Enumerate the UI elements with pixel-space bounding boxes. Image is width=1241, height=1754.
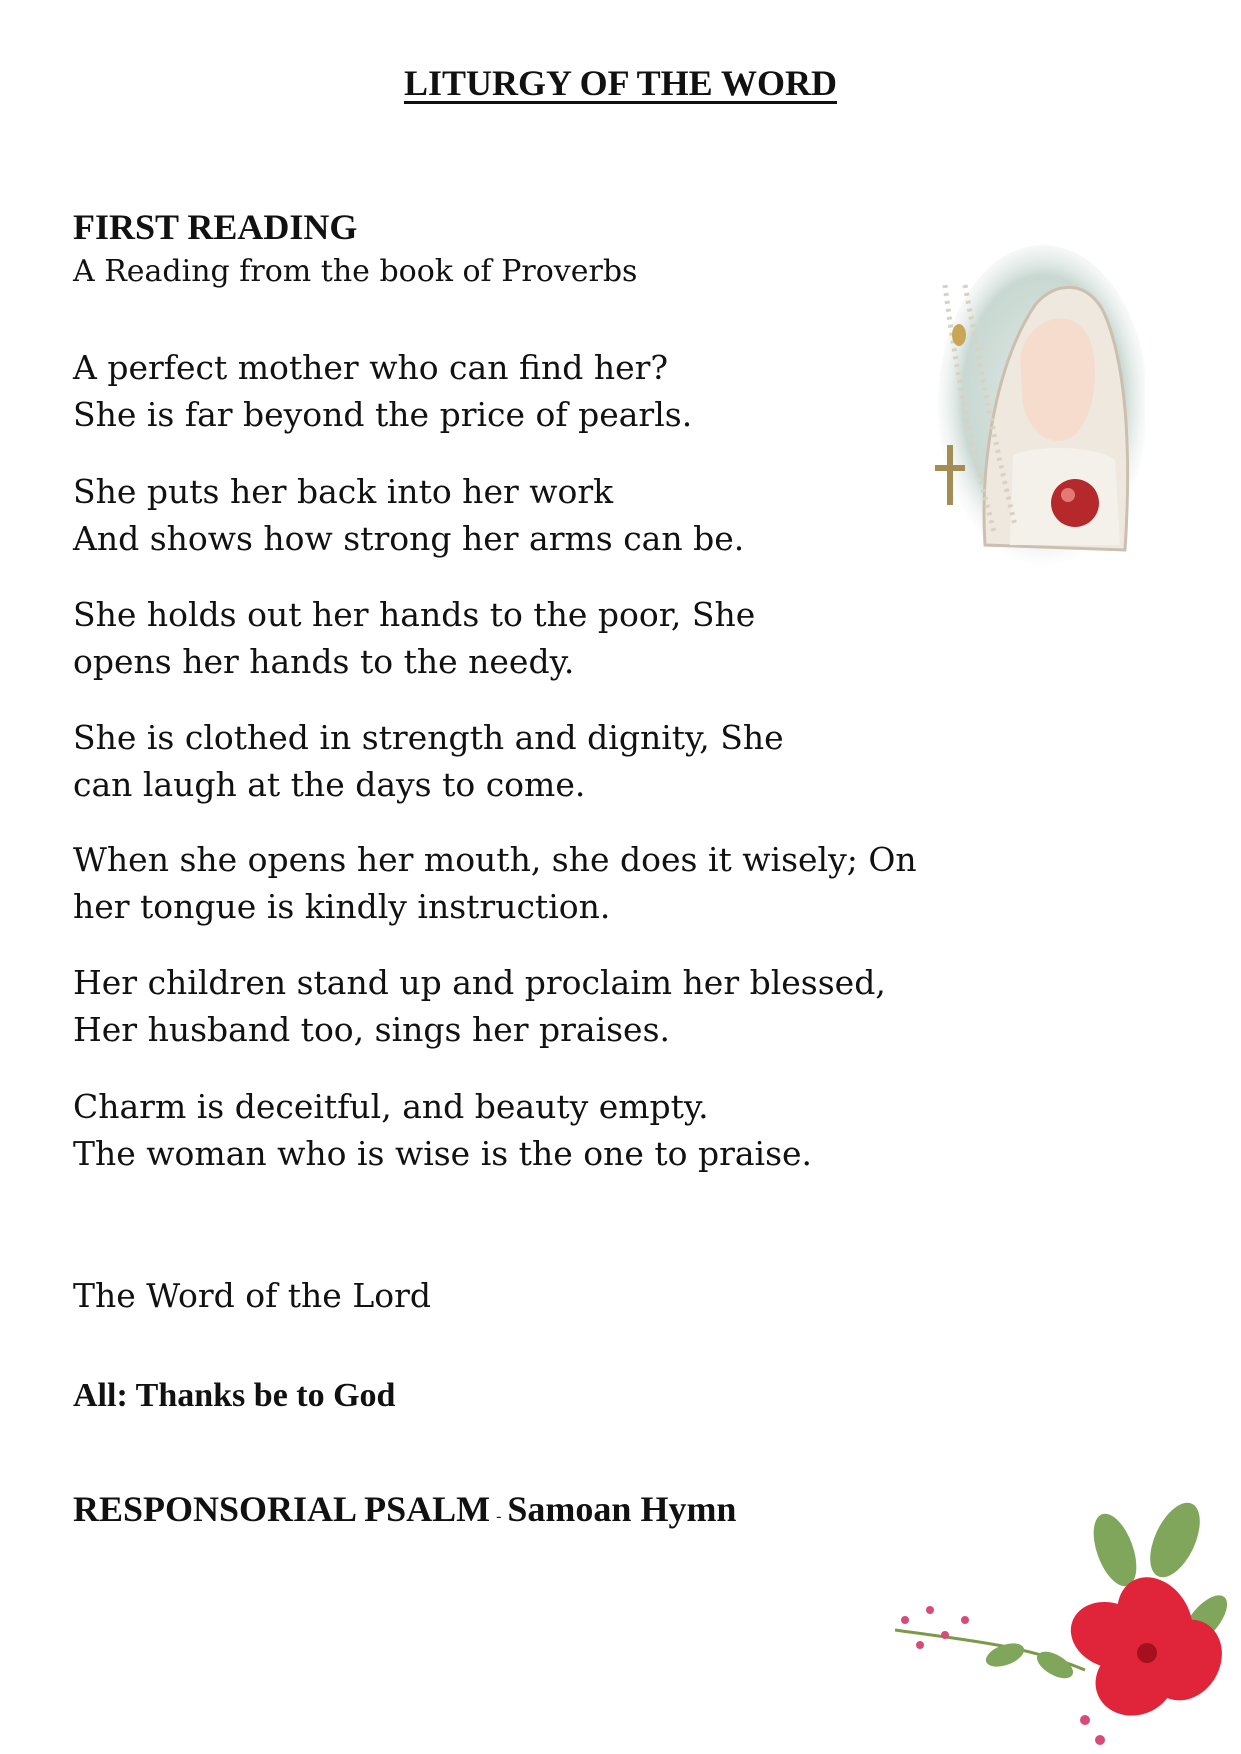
stanza-line: She is far beyond the price of pearls. xyxy=(73,395,693,434)
word-of-the-lord: The Word of the Lord xyxy=(73,1276,432,1315)
reading-source: A Reading from the book of Proverbs xyxy=(73,254,638,289)
heart-shape xyxy=(1051,479,1099,527)
stanza-line: When she opens her mouth, she does it wisely; On xyxy=(73,840,917,879)
stanza-line: her tongue is kindly instruction. xyxy=(73,887,611,926)
responsorial-psalm xyxy=(73,1488,736,1530)
stanza xyxy=(73,468,913,562)
first-reading-heading: FIRST READING xyxy=(73,207,358,247)
congregation-response: All: Thanks be to God xyxy=(73,1377,396,1414)
stanza xyxy=(73,836,917,930)
stanza-line: She puts her back into her work xyxy=(73,472,614,511)
psalm-value: Samoan Hymn xyxy=(507,1489,737,1529)
stanza-line: She is clothed in strength and dignity, She xyxy=(73,718,784,757)
medal-icon xyxy=(952,324,966,346)
stanza xyxy=(73,1083,913,1177)
stanza xyxy=(73,591,913,685)
page-title: LITURGY OF THE WORD xyxy=(403,63,838,103)
stanza-line: Charm is deceitful, and beauty empty. xyxy=(73,1087,709,1126)
stanza-line: A perfect mother who can find her? xyxy=(73,348,669,387)
stanza-line: can laugh at the days to come. xyxy=(73,765,586,804)
psalm-separator: - xyxy=(496,1508,502,1525)
stanza-line: Her children stand up and proclaim her blessed, xyxy=(73,963,886,1002)
stanza xyxy=(73,959,913,1053)
stanza-line: The woman who is wise is the one to praise. xyxy=(73,1134,813,1173)
stanza-line: opens her hands to the needy. xyxy=(73,642,575,681)
stanza xyxy=(73,344,913,438)
psalm-label: RESPONSORIAL PSALM xyxy=(73,1489,491,1529)
hibiscus-decoration xyxy=(885,1470,1235,1754)
face-shape xyxy=(1020,319,1095,441)
madonna-image xyxy=(925,245,1145,575)
stanza-line: And shows how strong her arms can be. xyxy=(73,519,745,558)
stanza-line: She holds out her hands to the poor, She xyxy=(73,595,756,634)
stanza-line: Her husband too, sings her praises. xyxy=(73,1010,671,1049)
stanza xyxy=(73,714,913,808)
